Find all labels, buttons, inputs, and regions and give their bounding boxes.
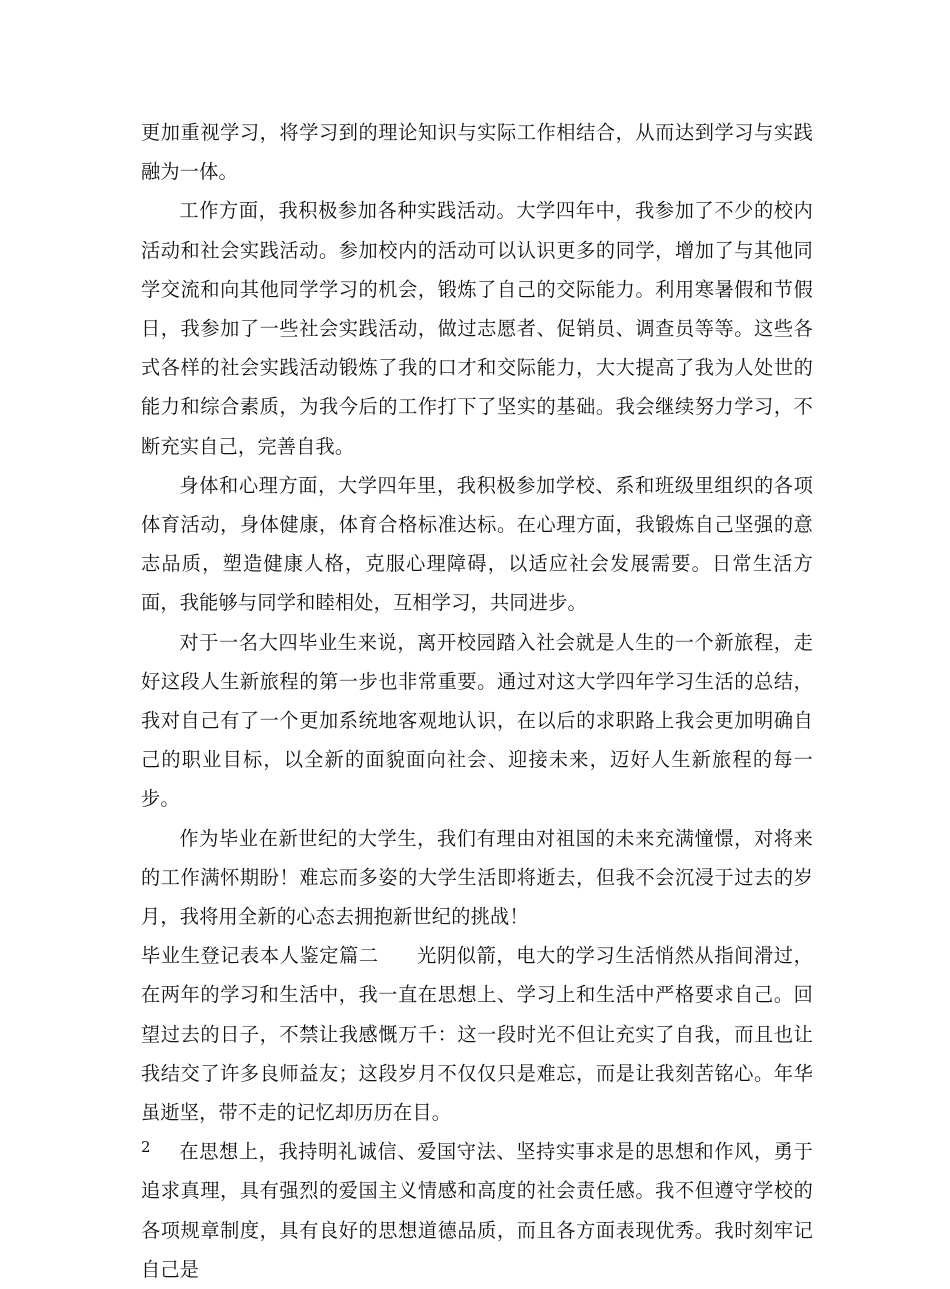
- paragraph-new-century: 作为毕业在新世纪的大学生，我们有理由对祖国的未来充满憧憬，对将来的工作满怀期盼！难忘而多姿的大学生活即将逝去，但我不会沉浸于过去的岁月，我将用全新的心态去拥抱新世纪的挑战！: [141, 826, 813, 929]
- paragraph-health: 身体和心理方面，大学四年里，我积极参加学校、系和班级里组织的各项体育活动，身体健康，体育合格标准达标。在心理方面，我锻炼自己坚强的意志品质，塑造健康人格，克服心理障碍，以适应社会发展需要。日常生活方面，我能够与同学和睦相处，互相学习，共同进步。: [141, 473, 813, 615]
- section-heading: 毕业生登记表本人鉴定篇二: [141, 944, 379, 968]
- document-body: [141, 113, 813, 1289]
- paragraph-continuation: 更加重视学习，将学习到的理论知识与实际工作相结合，从而达到学习与实践融为一体。: [141, 121, 813, 184]
- section-lead-text: 光阴似箭，电大的学习生活悄然从指间滑过，在两年的学习和生活中，我一直在思想上、学习上和生活中严格要求自己。回望过去的日子，不禁让我感慨万千：这一段时光不但让充实了自我，而且也让我结交了许多良师益友；这段岁月不仅仅只是难忘，而是让我刻苦铭心。年华虽逝坚，带不走的记忆却历历在目。: [141, 944, 813, 1125]
- page-number: 2: [141, 1138, 151, 1156]
- section-paragraph: [141, 936, 813, 1132]
- paragraph-graduation: 对于一名大四毕业生来说，离开校园踏入社会就是人生的一个新旅程，走好这段人生新旅程的第一步也非常重要。通过对这大学四年学习生活的总结，我对自己有了一个更加系统地客观地认识，在以后的求职路上我会更加明确自己的职业目标，以全新的面貌面向社会、迎接未来，迈好人生新旅程的每一步。: [141, 630, 813, 811]
- paragraph-ideology: 在思想上，我持明礼诚信、爱国守法、坚持实事求是的思想和作风，勇于追求真理，具有强烈的爱国主义情感和高度的社会责任感。我不但遵守学校的各项规章制度，具有良好的思想道德品质，而且各方面表现优秀。我时刻牢记自己是: [141, 1140, 813, 1281]
- paragraph-work: 工作方面，我积极参加各种实践活动。大学四年中，我参加了不少的校内活动和社会实践活动。参加校内的活动可以认识更多的同学，增加了与其他同学交流和向其他同学学习的机会，锻炼了自己的交际能力。利用寒暑假和节假日，我参加了一些社会实践活动，做过志愿者、促销员、调查员等等。这些各式各样的社会实践活动锻炼了我的口才和交际能力，大大提高了我为人处世的能力和综合素质，为我今后的工作打下了坚实的基础。我会继续努力学习，不断充实自己，完善自我。: [141, 199, 813, 458]
